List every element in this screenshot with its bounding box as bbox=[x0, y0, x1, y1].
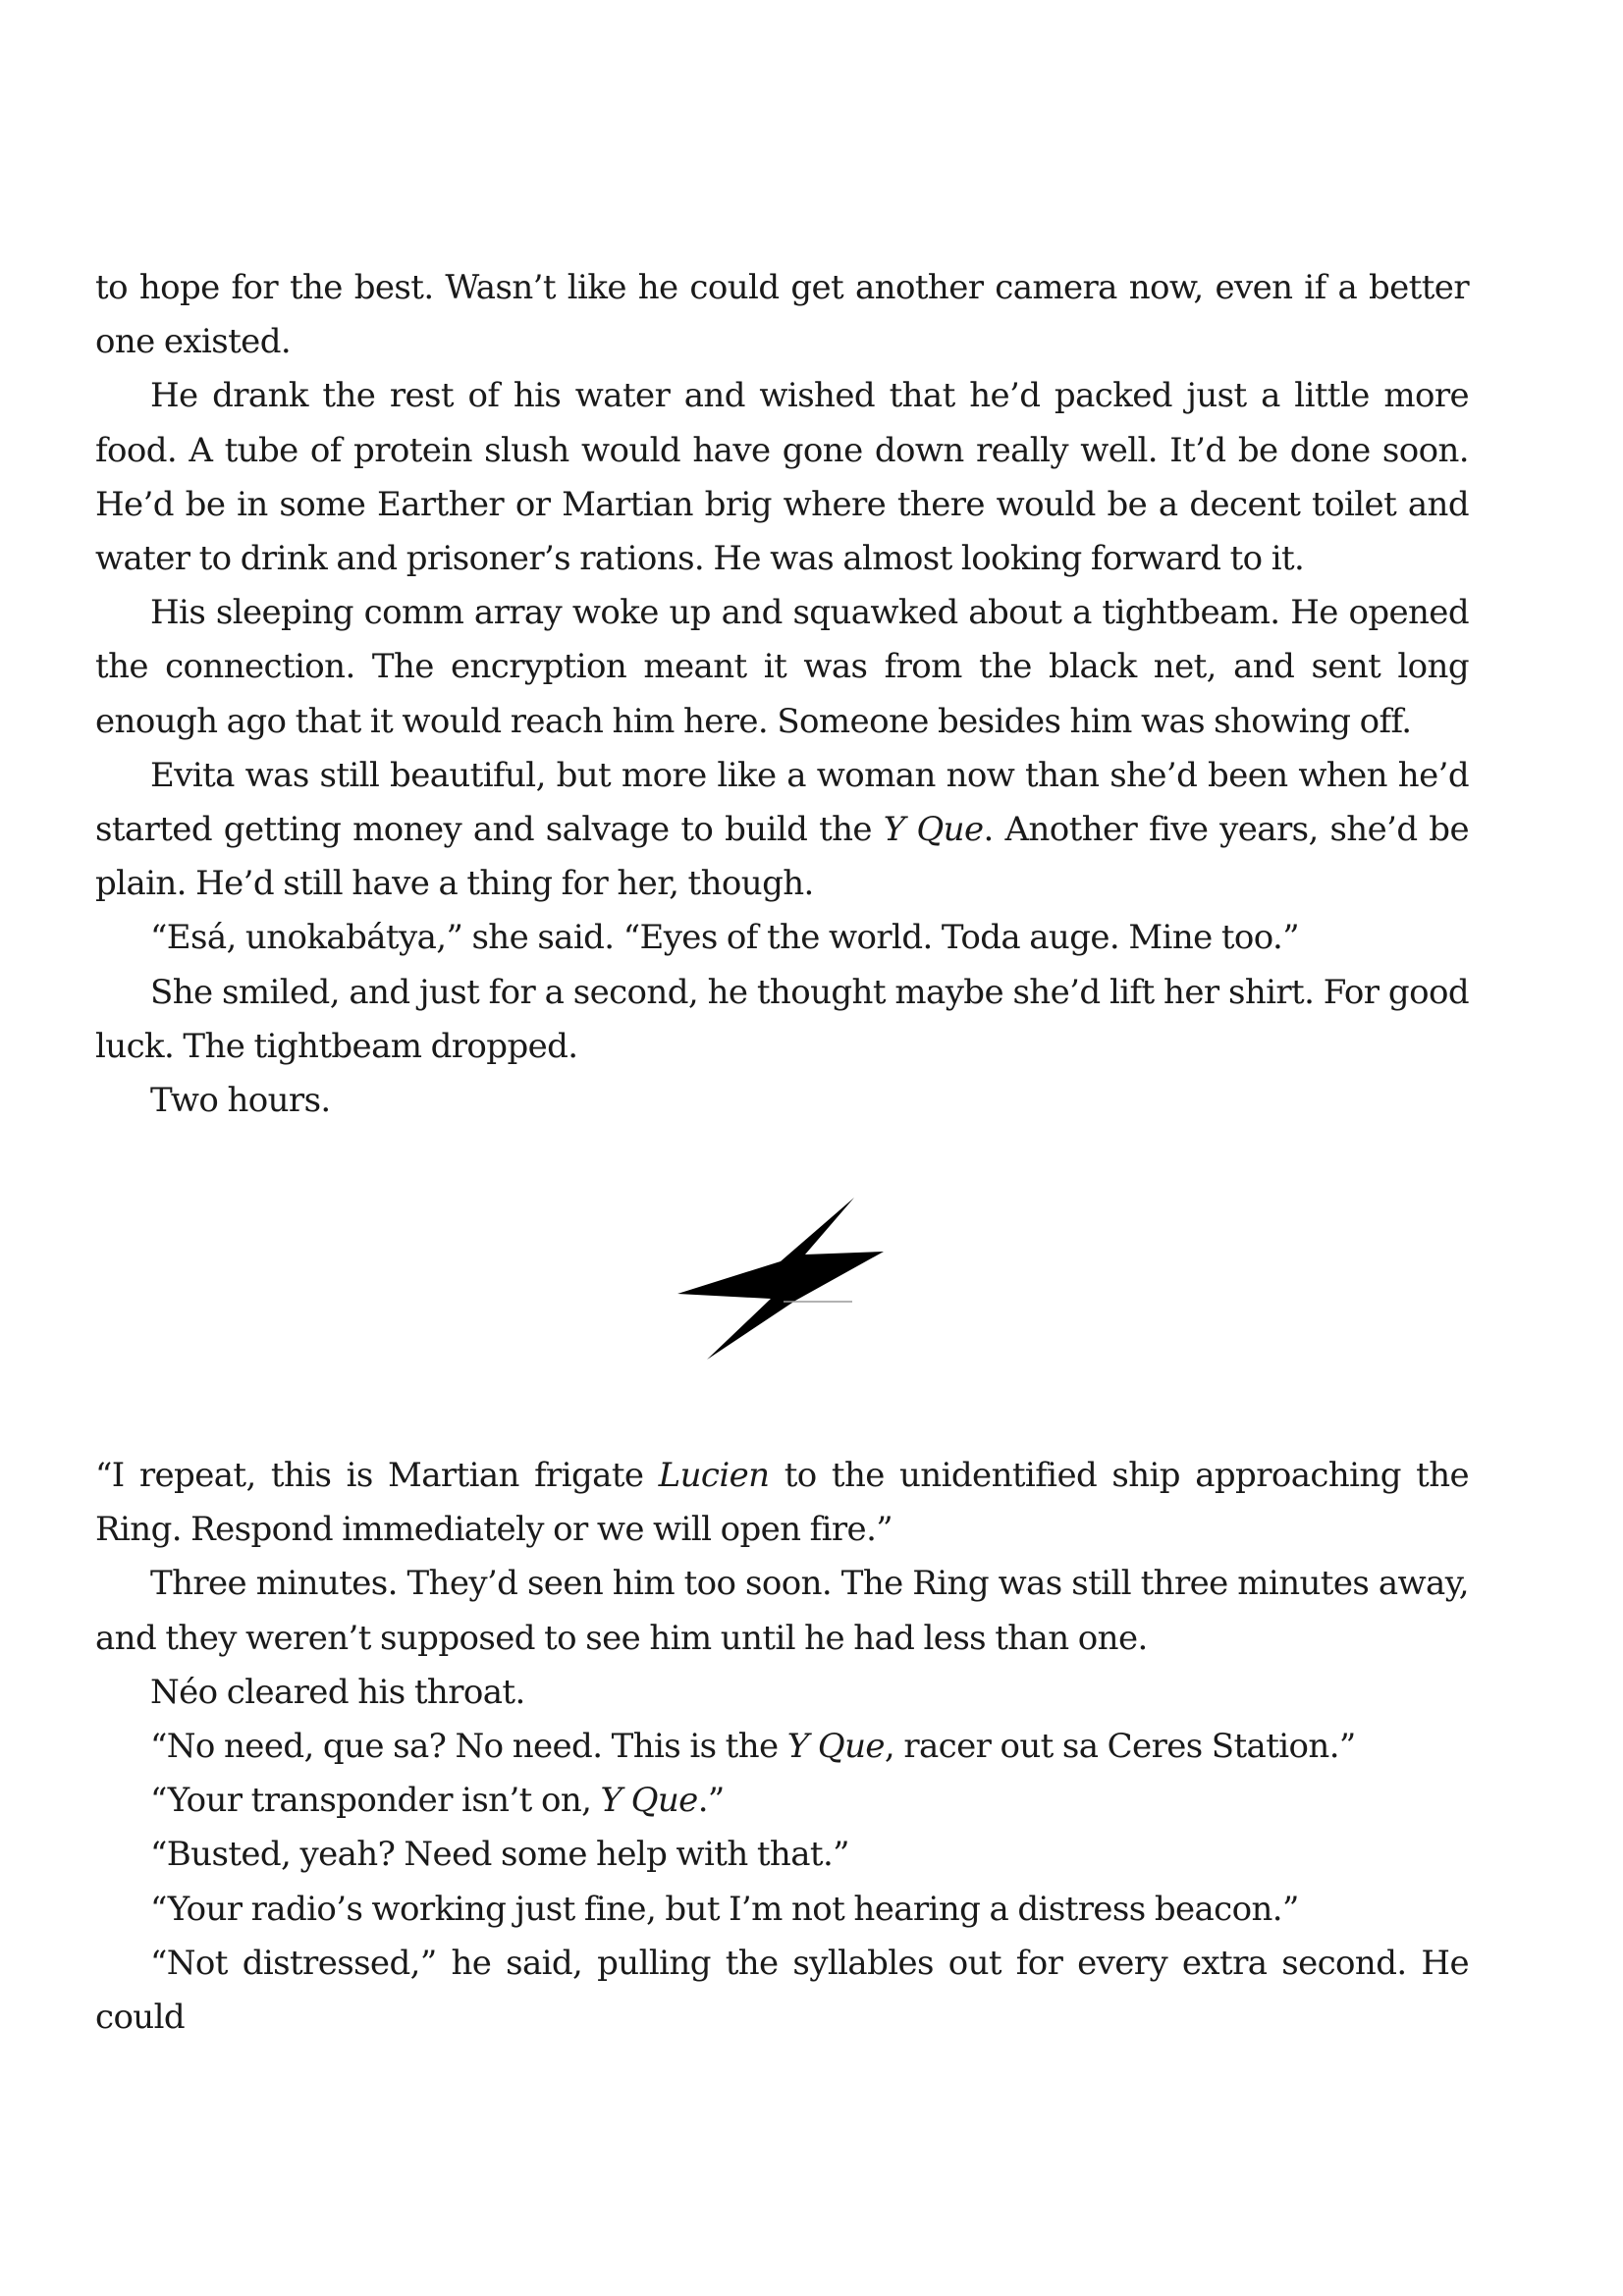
paragraph-dialogue-esa: “Esá, unokabátya,” she said. “Eyes of the world. Toda auge. Mine too.” bbox=[150, 918, 1300, 958]
paragraph-transponder: “Your transponder isn’t on, Y Que.” bbox=[150, 1781, 725, 1821]
paragraph-no-need: “No need, que sa? No need. This is the Y Que, racer out sa Ceres Station.” bbox=[150, 1727, 1356, 1767]
paragraph-smiled: She smiled, and just for a second, he thought maybe she’d lift her shirt. For good luck. The tightbeam dropped. bbox=[95, 972, 1469, 1066]
lightning-bolt-shape bbox=[677, 1198, 884, 1360]
lightning-bolt-icon bbox=[677, 1198, 889, 1360]
paragraph-busted: “Busted, yeah? Need some help with that.” bbox=[150, 1835, 849, 1875]
text-block-top bbox=[95, 261, 1469, 1128]
paragraph-continued: to hope for the best. Wasn’t like he could get another camera now, even if a better one existed. bbox=[95, 268, 1469, 362]
paragraph-three-minutes: Three minutes. They’d seen him too soon. The Ring was still three minutes away, and they weren’t supposed to see him until he had less than one. bbox=[95, 1564, 1469, 1658]
paragraph-comm-array: His sleeping comm array woke up and squawked about a tightbeam. He opened the connection. The encryption meant it was from the black net, and sent long enough ago that it would reach him here. Someone besides him was showing off. bbox=[95, 593, 1469, 741]
paragraph-neo: Néo cleared his throat. bbox=[150, 1672, 525, 1712]
paragraph-radio: “Your radio’s working just fine, but I’m not hearing a distress beacon.” bbox=[150, 1889, 1299, 1929]
ship-name: Y Que bbox=[600, 1781, 698, 1821]
ship-name: Lucien bbox=[658, 1456, 770, 1495]
ship-name: Y Que bbox=[883, 810, 984, 850]
paragraph-water: He drank the rest of his water and wished that he’d packed just a little more food. A tube of protein slush would have gone down really well. It’d be done soon. He’d be in some Earther or Martian brig where there would be a decent toilet and water to drink and prisoner’s rations. He was almost looking forward to it. bbox=[95, 376, 1469, 579]
text-block-bottom bbox=[95, 1449, 1469, 2045]
paragraph-martian-frigate: “I repeat, this is Martian frigate Lucien to the unidentified ship approaching the Ring. Respond immediately or we will open fire.” bbox=[95, 1456, 1470, 1550]
paragraph-two-hours: Two hours. bbox=[150, 1081, 331, 1121]
ship-name: Y Que bbox=[786, 1727, 885, 1767]
paragraph-evita: Evita was still beautiful, but more like a woman now than she’d been when he’d started getting money and salvage to build the Y Que. Another five years, she’d be plain. He’d still have a thing for her, though. bbox=[95, 755, 1469, 904]
paragraph-not-distressed: “Not distressed,” he said, pulling the syllables out for every extra second. He could bbox=[95, 1943, 1469, 2038]
